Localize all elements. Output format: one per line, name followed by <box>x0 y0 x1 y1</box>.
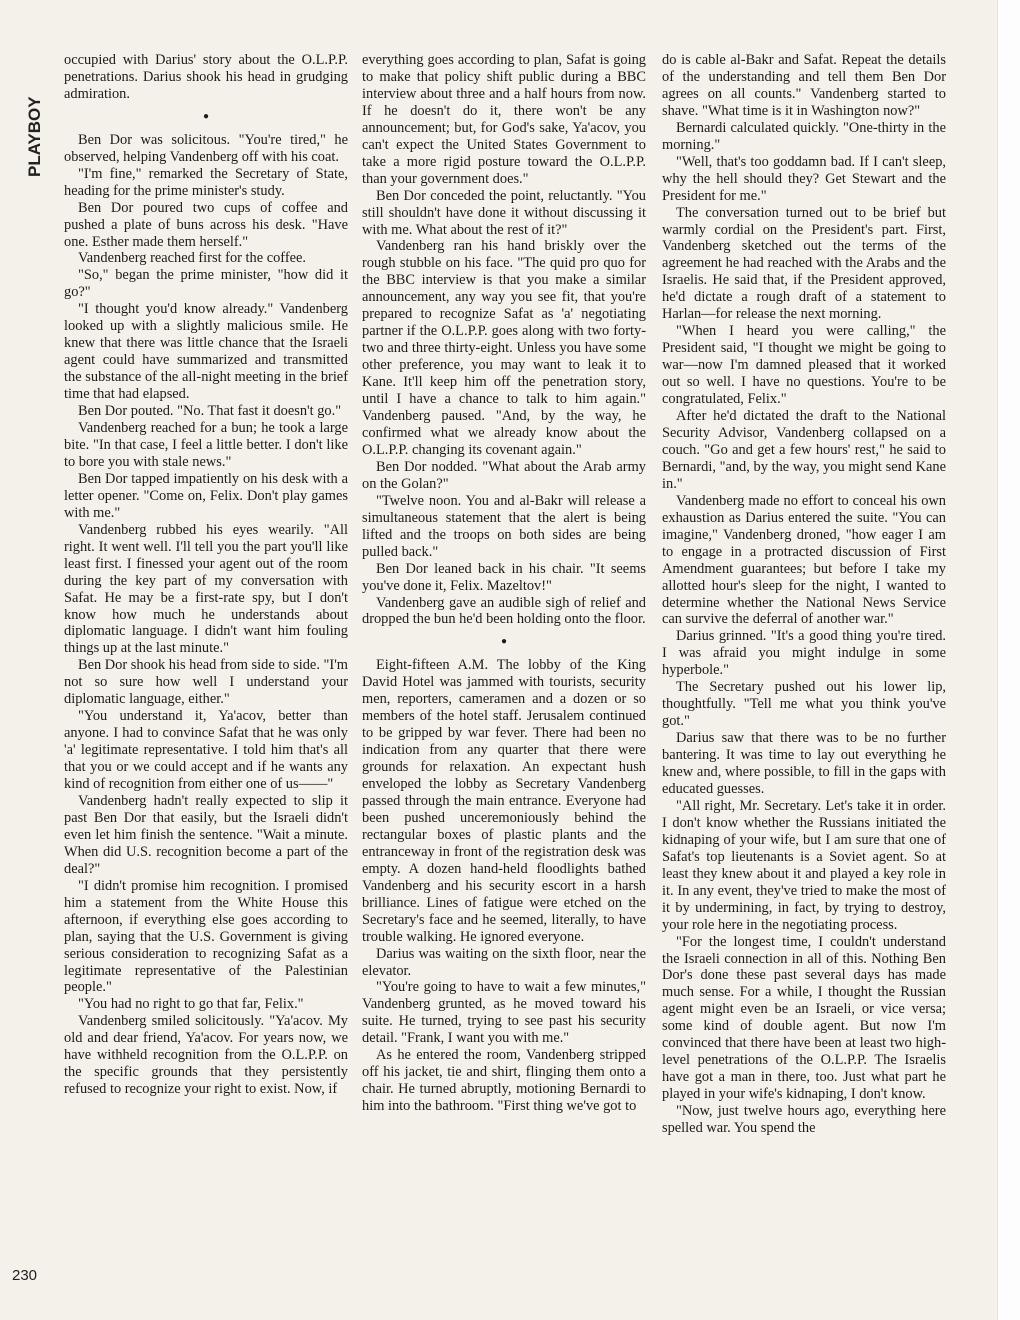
magazine-name: PLAYBOY <box>25 96 44 177</box>
paragraph: After he'd dictated the draft to the National Security Advisor, Vandenberg collapsed on a couch. "Go and get a few hours' rest," he said to Bernardi, "and, by the way, you might send Kane in." <box>662 408 946 492</box>
page-edge <box>997 0 1020 1320</box>
paragraph: Vandenberg rubbed his eyes wearily. "All right. It went well. I'll tell you the part you'll like least first. I finessed your agent out of the room during the key part of my conversation with Safat. He may be a first-rate spy, but I don't know how much he understands about diplomatic language. I didn't want him fouling things up at the last minute." <box>64 521 348 657</box>
paragraph: Ben Dor shook his head from side to side. "I'm not so sure how well I understand your diplomatic language, either." <box>64 657 348 708</box>
paragraph: The conversation turned out to be brief but warmly cordial on the President's part. First, Vandenberg sketched out the terms of the agreement he had reached with the Arabs and the Israelis. He said that, if the President approved, he'd dictate a rough draft of a statement to Harlan—for release the next morning. <box>662 204 946 323</box>
paragraph: Bernardi calculated quickly. "One-thirty in the morning." <box>662 119 946 153</box>
paragraph: "All right, Mr. Secretary. Let's take it in order. I don't know whether the Russians initiated the kidnaping of your wife, but I am sure that one of Safat's top lieutenants is a Soviet agent. So at least they knew about it and played a key role in it. In any event, they've tried to make the most of it by undermining, in fact, by trying to destroy, your role here in the negotiating process. <box>662 797 946 933</box>
text-column-3 <box>662 52 946 1137</box>
paragraph: "You had no right to go that far, Felix." <box>78 996 304 1013</box>
paragraph: "You understand it, Ya'acov, better than anyone. I had to convince Safat that he was only 'a' legitimate representative. I told him that's all that you or we could accept and if he wants any kind of recognition from either one of us——" <box>64 708 348 793</box>
paragraph: "I didn't promise him recognition. I promised him a statement from the White House this afternoon, if everything else goes according to plan, saying that the U.S. Government is giving serious consideration to recognizing Safat as a legitimate representative of the Palestinian people." <box>64 877 348 996</box>
paragraph: "I thought you'd know already." Vandenberg looked up with a slightly malicious smile. He knew that there was little chance that the Israeli agent could have summarized and transmitted the substance of the all-night meeting in the brief time that had elapsed. <box>64 301 348 403</box>
paragraph: "For the longest time, I couldn't understand the Israeli connection in all of this. Nothing Ben Dor's done these past several days has made much sense. For a while, I thought the Russian agent might even be an Israeli, or vice versa; some kind of double agent. But now I'm convinced that there have been at least two high-level penetrations of the O.L.P.P. The Israelis have got a man in there, too. Just what part he played in your wife's kidnaping, I don't know. <box>662 933 946 1103</box>
paragraph: "When I heard you were calling," the President said, "I thought we might be going to war—now I'm damned pleased that it worked out so well. I have no questions. You're to be congratulated, Felix." <box>662 323 946 408</box>
paragraph: "So," began the prime minister, "how did it go?" <box>64 267 348 301</box>
paragraph: Darius was waiting on the sixth floor, near the elevator. <box>362 945 646 979</box>
paragraph: Vandenberg gave an audible sigh of relief and dropped the bun he'd been holding onto the floor. <box>362 594 646 628</box>
paragraph: "You're going to have to wait a few minutes," Vandenberg grunted, as he moved toward his suite. He turned, trying to see past his security detail. "Frank, I want you with me." <box>362 979 646 1047</box>
paragraph: Vandenberg smiled solicitously. "Ya'acov. My old and dear friend, Ya'acov. For years now, we have withheld recognition from the O.L.P.P. on the specific grounds that they persistently refused to recognize your right to exist. Now, if <box>64 1013 348 1098</box>
paragraph: Darius grinned. "It's a good thing you're tired. I was afraid you might indulge in some hyperbole." <box>662 628 946 679</box>
paragraph: "Twelve noon. You and al-Bakr will release a simultaneous statement that the alert is being lifted and the troops on both sides are being pulled back." <box>362 492 646 560</box>
text-column-2 <box>362 52 646 1115</box>
paragraph: do is cable al-Bakr and Safat. Repeat the details of the understanding and tell them Ben Dor agrees on all counts." Vandenberg started to shave. "What time is it in Washington now?" <box>662 52 946 119</box>
paragraph: everything goes according to plan, Safat is going to make that policy shift public during a BBC interview about three and a half hours from now. If he doesn't do it, there won't be any announcement; but, for God's sake, Ya'acov, you can't expect the United States Government to take a more rigid posture toward the O.L.P.P. than your government does." <box>362 52 646 187</box>
paragraph: Vandenberg hadn't really expected to slip it past Ben Dor that easily, but the Israeli didn't even let him finish the sentence. "Wait a minute. When did U.S. recognition become a part of the deal?" <box>64 792 348 877</box>
paragraph: Vandenberg made no effort to conceal his own exhaustion as Darius entered the suite. "You can imagine," Vandenberg droned, "how eager I am to engage in a protracted discussion of First Amendment guarantees; but before I take my allotted hour's sleep for the night, I wanted to determine whether the National News Service can survive the deferral of another war." <box>662 492 946 628</box>
text-column-1 <box>64 52 348 1098</box>
paragraph: The Secretary pushed out his lower lip, thoughtfully. "Tell me what you think you've got." <box>662 679 946 730</box>
paragraph: Vandenberg reached first for the coffee. <box>78 250 307 267</box>
paragraph: As he entered the room, Vandenberg stripped off his jacket, tie and shirt, flinging them onto a chair. He turned abruptly, motioning Bernardi to him into the bathroom. "First thing we've got to <box>362 1047 646 1115</box>
paragraph: occupied with Darius' story about the O.L.P.P. penetrations. Darius shook his head in grudging admiration. <box>64 52 348 102</box>
paragraph: Ben Dor poured two cups of coffee and pushed a plate of buns across his desk. "Have one. Esther made them herself." <box>64 199 348 250</box>
paragraph: "I'm fine," remarked the Secretary of State, heading for the prime minister's study. <box>64 165 348 199</box>
paragraph: Vandenberg ran his hand briskly over the rough stubble on his face. "The quid pro quo for the BBC interview is that you make a similar announcement, any way you see fit, that you're prepared to recognize Safat as 'a' negotiating partner if the O.L.P.P. goes along with two forty-two and three thirty-eight. Unless you have some other preference, you may want to leak it to Kane. It'll keep him off the penetration story, until I have a chance to talk to him again." Vandenberg paused. "And, by the way, he confirmed what we already know about the O.L.P.P. changing its covenant again." <box>362 238 646 458</box>
section-break: ● <box>500 636 508 648</box>
paragraph: Darius saw that there was to be no further bantering. It was time to lay out everything he knew and, where possible, to fill in the gaps with educated guesses. <box>662 730 946 797</box>
paragraph: Eight-fifteen A.M. The lobby of the King David Hotel was jammed with tourists, security men, reporters, cameramen and a dozen or so members of the hotel staff. Jerusalem continued to be gripped by war fever. There had been no indication from any quarter that there were grounds for relaxation. An expectant hush enveloped the lobby as Secretary Vandenberg passed through the main entrance. Everyone had been pushed unceremoniously behind the rectangular boxes of plastic plants and the entranceway in front of the registration desk was empty. A dozen hand-held floodlights bathed Vandenberg and his security escort in a harsh brilliance. Lines of fatigue were etched on the Secretary's face and he seemed, literally, to have trouble walking. He ignored everyone. <box>362 657 646 945</box>
paragraph: "Well, that's too goddamn bad. If I can't sleep, why the hell should they? Get Stewart and the President for me." <box>662 153 946 204</box>
paragraph: Ben Dor was solicitous. "You're tired," he observed, helping Vandenberg off with his coat. <box>64 131 348 165</box>
page-number: 230 <box>12 1267 38 1284</box>
paragraph: "Now, just twelve hours ago, everything here spelled war. You spend the <box>662 1103 946 1137</box>
paragraph: Ben Dor nodded. "What about the Arab army on the Golan?" <box>362 458 646 492</box>
paragraph: Ben Dor leaned back in his chair. "It seems you've done it, Felix. Mazeltov!" <box>362 560 646 594</box>
section-break: ● <box>202 110 210 122</box>
paragraph: Ben Dor tapped impatiently on his desk with a letter opener. "Come on, Felix. Don't play games with me." <box>64 470 348 521</box>
paragraph: Ben Dor pouted. "No. That fast it doesn't go." <box>78 403 342 420</box>
paragraph: Ben Dor conceded the point, reluctantly. "You still shouldn't have done it without discussing it with me. What about the rest of it?" <box>362 187 646 238</box>
paragraph: Vandenberg reached for a bun; he took a large bite. "In that case, I feel a little better. I don't like to bore you with stale news." <box>64 420 348 470</box>
